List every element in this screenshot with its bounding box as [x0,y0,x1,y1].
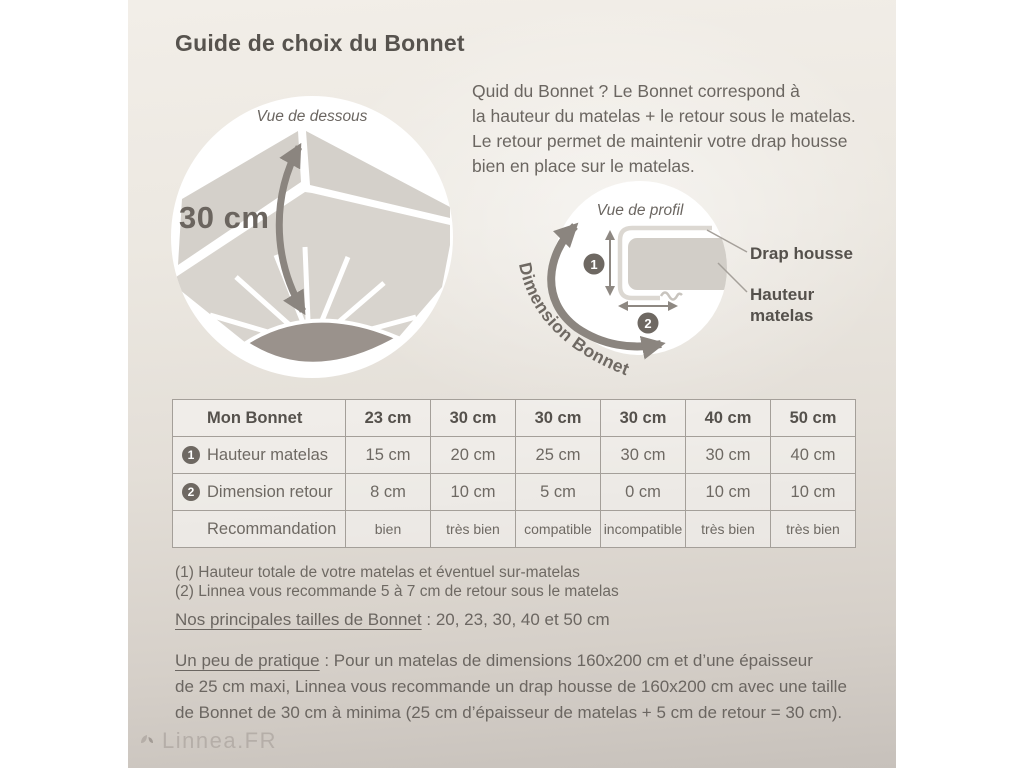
table-header-cell: 30 cm [431,400,516,437]
footnote-2: (2) Linnea vous recommande 5 à 7 cm de retour sous le matelas [175,583,619,600]
table-header-cell: 30 cm [516,400,601,437]
bottom-view-caption: Vue de dessous [256,108,368,125]
table-row-label-cell [173,474,346,511]
bonnet-measure-value: 30 cm [179,200,270,235]
table-header-label: Mon Bonnet [207,408,303,427]
table-cell: incompatible [601,511,686,548]
brand-logo-text: Linnea.FR [162,728,278,753]
practice-title: Un peu de pratique [175,651,320,670]
table-header-cell [173,400,346,437]
table-cell: 8 cm [346,474,431,511]
table-cell: bien [346,511,431,548]
intro-paragraph [472,79,902,179]
practice-line: de 25 cm maxi, Linnea vous recommande un drap housse de 160x200 cm avec une taille [175,677,847,696]
table-cell: très bien [431,511,516,548]
intro-line: bien en place sur le matelas. [472,156,695,176]
table-header-cell: 30 cm [601,400,686,437]
mattress-height-label: Hauteur matelas [750,285,815,325]
sizes-note-values: : 20, 23, 30, 40 et 50 cm [421,610,610,629]
mattress-profile [628,238,732,290]
intro-line: Le retour permet de maintenir votre drap housse [472,131,848,151]
footnotes [175,563,619,601]
page-title: Guide de choix du Bonnet [175,30,465,56]
sizes-note [175,610,610,630]
row-badge: 1 [182,446,200,464]
bonnet-table [172,399,856,548]
brand-logo [140,728,277,754]
table-cell: 0 cm [601,474,686,511]
table-cell: 20 cm [431,437,516,474]
table-cell: 10 cm [431,474,516,511]
infographic-canvas [128,0,896,768]
table-cell: 15 cm [346,437,431,474]
practice-line-rest: : Pour un matelas de dimensions 160x200 cm et d’une épaisseur [319,651,813,670]
intro-line: Quid du Bonnet ? Le Bonnet correspond à [472,81,800,101]
table-header-cell: 23 cm [346,400,431,437]
badge-1: 1 [590,257,598,272]
leaf-icon [140,733,156,749]
table-cell: 30 cm [601,437,686,474]
profile-view-caption: Vue de profil [596,202,684,219]
table-cell: très bien [686,511,771,548]
practice-line: de Bonnet de 30 cm à minima (25 cm d’épaisseur de matelas + 5 cm de retour = 30 cm). [175,703,843,722]
dimension-bonnet-curved-label: Dimension Bonnet [515,260,633,380]
table-cell: 30 cm [686,437,771,474]
table-cell: 10 cm [686,474,771,511]
table-row-label: Recommandation [207,519,337,538]
footnote-1: (1) Hauteur totale de votre matelas et éventuel sur-matelas [175,564,580,581]
intro-line: la hauteur du matelas + le retour sous le matelas. [472,106,856,126]
table-row-label: Dimension retour [207,482,333,501]
table-row-label-cell [173,437,346,474]
badge-2: 2 [644,316,652,331]
table-cell: compatible [516,511,601,548]
table-row-label: Hauteur matelas [207,445,329,464]
table-cell: très bien [771,511,856,548]
table-header-cell: 40 cm [686,400,771,437]
profile-view-diagram [515,180,860,385]
table-cell: 5 cm [516,474,601,511]
row-badge: 2 [182,483,200,501]
table-cell: 40 cm [771,437,856,474]
practice-line [175,648,865,674]
table-header-cell: 50 cm [771,400,856,437]
bottom-view-diagram [170,95,454,379]
sheet-label: Drap housse [750,244,853,263]
table-cell: 10 cm [771,474,856,511]
table-cell: 25 cm [516,437,601,474]
table-row-label-cell [173,511,346,548]
sizes-note-title: Nos principales tailles de Bonnet [175,610,422,629]
practice-paragraph [175,648,865,726]
